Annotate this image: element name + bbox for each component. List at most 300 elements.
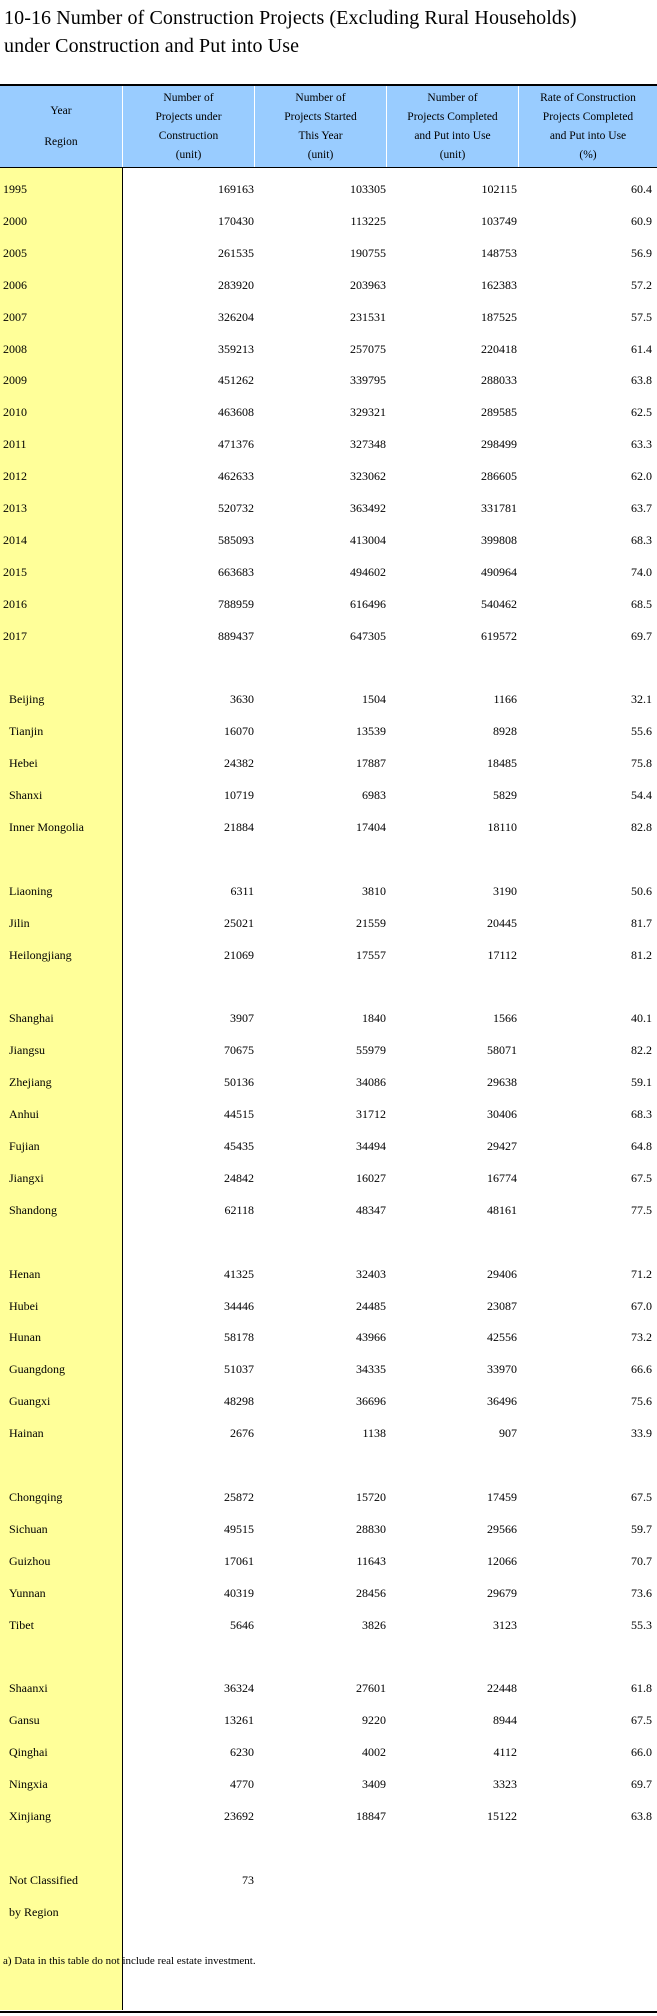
cell-completed: 286605 bbox=[481, 469, 517, 484]
table-row bbox=[0, 333, 657, 364]
table-row bbox=[0, 1704, 657, 1735]
cell-rate: 56.9 bbox=[631, 245, 652, 260]
cell-completed: 5829 bbox=[493, 788, 517, 803]
cell-under-construction: 10719 bbox=[224, 788, 254, 803]
cell-rate: 63.3 bbox=[631, 437, 652, 452]
cell-under-construction: 62118 bbox=[224, 1202, 254, 1217]
cell-under-construction: 21069 bbox=[224, 947, 254, 962]
header-text: Number of bbox=[427, 92, 478, 104]
table-row bbox=[0, 1321, 657, 1352]
table-row bbox=[0, 1417, 657, 1448]
cell-under-construction: 70675 bbox=[224, 1043, 254, 1058]
cell-under-construction: 49515 bbox=[224, 1521, 254, 1536]
cell-completed: 12066 bbox=[487, 1553, 517, 1568]
cell-completed: 1166 bbox=[493, 692, 517, 707]
table-row bbox=[0, 620, 657, 651]
row-label: Qinghai bbox=[9, 1745, 48, 1760]
header-text: Projects Completed bbox=[407, 111, 498, 123]
row-label: 2010 bbox=[3, 405, 27, 420]
cell-rate: 60.9 bbox=[631, 213, 652, 228]
table-row bbox=[0, 237, 657, 268]
cell-rate: 50.6 bbox=[631, 883, 652, 898]
cell-rate: 81.7 bbox=[631, 915, 652, 930]
table-row bbox=[0, 715, 657, 746]
cell-started: 103305 bbox=[350, 182, 386, 196]
cell-started: 31712 bbox=[356, 1107, 386, 1122]
cell-under-construction: 34446 bbox=[224, 1298, 254, 1313]
table-row bbox=[0, 1609, 657, 1640]
cell-started: 15720 bbox=[356, 1489, 386, 1504]
cell-under-construction: 283920 bbox=[218, 277, 254, 292]
table-row bbox=[0, 1864, 657, 1895]
cell-rate: 64.8 bbox=[631, 1139, 652, 1153]
table-row bbox=[0, 1130, 657, 1161]
table-row bbox=[0, 588, 657, 619]
cell-rate: 82.2 bbox=[631, 1043, 652, 1058]
cell-started: 17404 bbox=[356, 820, 386, 834]
cell-started: 18847 bbox=[356, 1808, 386, 1823]
table-row bbox=[0, 1162, 657, 1193]
row-label: Yunnan bbox=[9, 1585, 46, 1600]
cell-under-construction: 24382 bbox=[224, 756, 254, 771]
cell-rate: 67.5 bbox=[631, 1170, 652, 1185]
table-bottom-rule bbox=[0, 2011, 657, 2013]
table-row bbox=[0, 1385, 657, 1416]
table-row bbox=[0, 811, 657, 842]
header-text: Projects Started bbox=[284, 111, 357, 123]
row-label: Jiangxi bbox=[9, 1170, 44, 1185]
cell-completed: 288033 bbox=[481, 373, 517, 388]
cell-completed: 103749 bbox=[481, 213, 517, 228]
cell-completed: 490964 bbox=[481, 564, 517, 579]
cell-started: 494602 bbox=[350, 564, 386, 579]
cell-under-construction: 73 bbox=[242, 1872, 254, 1887]
cell-completed: 17112 bbox=[487, 947, 517, 962]
header-text: (unit) bbox=[175, 149, 202, 161]
cell-started: 16027 bbox=[356, 1170, 386, 1185]
cell-completed: 42556 bbox=[487, 1330, 517, 1345]
header-year-region bbox=[0, 86, 122, 167]
row-label: by Region bbox=[9, 1904, 59, 1919]
row-label: Zhejiang bbox=[9, 1075, 52, 1090]
table-row bbox=[0, 1896, 657, 1927]
row-label: 2008 bbox=[3, 341, 27, 356]
cell-under-construction: 889437 bbox=[218, 628, 254, 643]
header-text: (unit) bbox=[307, 149, 334, 161]
table-row bbox=[0, 524, 657, 555]
table-row bbox=[0, 492, 657, 523]
cell-rate: 69.7 bbox=[631, 1777, 652, 1791]
row-label: Hebei bbox=[9, 756, 38, 771]
row-label: Anhui bbox=[9, 1107, 39, 1122]
row-label: Not Classified bbox=[9, 1872, 78, 1887]
cell-started: 413004 bbox=[350, 532, 386, 547]
cell-started: 21559 bbox=[356, 915, 386, 930]
cell-under-construction: 16070 bbox=[224, 724, 254, 739]
row-label: Hunan bbox=[9, 1330, 41, 1345]
cell-under-construction: 5646 bbox=[230, 1617, 254, 1632]
cell-completed: 3123 bbox=[493, 1617, 517, 1632]
row-label: Shandong bbox=[9, 1202, 57, 1217]
table-row bbox=[0, 1513, 657, 1544]
cell-rate: 61.8 bbox=[631, 1681, 652, 1696]
cell-started: 6983 bbox=[362, 788, 386, 803]
cell-rate: 32.1 bbox=[631, 692, 652, 707]
cell-started: 647305 bbox=[350, 628, 386, 643]
cell-started: 9220 bbox=[362, 1713, 386, 1728]
cell-rate: 57.2 bbox=[631, 277, 652, 292]
table-row bbox=[0, 1481, 657, 1512]
cell-under-construction: 2676 bbox=[230, 1426, 254, 1441]
cell-started: 203963 bbox=[350, 277, 386, 292]
row-label: Hubei bbox=[9, 1298, 39, 1313]
table-row bbox=[0, 1800, 657, 1831]
row-label: Henan bbox=[9, 1266, 41, 1281]
cell-under-construction: 13261 bbox=[224, 1713, 254, 1728]
cell-rate: 59.1 bbox=[631, 1075, 652, 1090]
cell-started: 113225 bbox=[350, 213, 386, 228]
cell-under-construction: 51037 bbox=[224, 1362, 254, 1377]
header-text: (%) bbox=[579, 149, 597, 161]
row-label: 2013 bbox=[3, 501, 27, 515]
header-text: and Put into Use bbox=[549, 130, 627, 142]
cell-rate: 33.9 bbox=[631, 1426, 652, 1441]
cell-started: 1138 bbox=[362, 1426, 386, 1441]
cell-under-construction: 520732 bbox=[218, 501, 254, 515]
row-label: Sichuan bbox=[9, 1521, 48, 1536]
cell-under-construction: 25872 bbox=[224, 1489, 254, 1504]
table-row bbox=[0, 1577, 657, 1608]
table-row bbox=[0, 1034, 657, 1065]
cell-rate: 68.3 bbox=[631, 532, 652, 547]
row-label: Jilin bbox=[9, 915, 30, 930]
row-label: Liaoning bbox=[9, 883, 53, 898]
row-label: 2006 bbox=[3, 277, 27, 292]
cell-completed: 148753 bbox=[481, 245, 517, 260]
cell-completed: 1566 bbox=[493, 1011, 517, 1026]
table-row bbox=[0, 939, 657, 970]
cell-started: 43966 bbox=[356, 1330, 386, 1345]
table-row bbox=[0, 173, 657, 204]
table-row bbox=[0, 1066, 657, 1097]
table-row bbox=[0, 1290, 657, 1321]
cell-completed: 58071 bbox=[487, 1043, 517, 1058]
cell-started: 17557 bbox=[356, 947, 386, 962]
row-label: Shanxi bbox=[9, 788, 43, 803]
cell-completed: 18110 bbox=[487, 820, 517, 834]
header-text: Rate of Construction bbox=[540, 92, 636, 104]
row-label: Hainan bbox=[9, 1426, 44, 1441]
table-header bbox=[0, 84, 657, 168]
cell-under-construction: 17061 bbox=[224, 1553, 254, 1568]
cell-started: 1504 bbox=[362, 692, 386, 707]
cell-started: 257075 bbox=[350, 341, 386, 356]
table-row bbox=[0, 907, 657, 938]
cell-started: 231531 bbox=[350, 309, 386, 324]
table-row bbox=[0, 269, 657, 300]
row-label: Chongqing bbox=[9, 1489, 63, 1504]
cell-rate: 73.6 bbox=[631, 1585, 652, 1600]
cell-rate: 74.0 bbox=[631, 564, 652, 579]
cell-rate: 75.8 bbox=[631, 756, 652, 771]
table-row bbox=[0, 1258, 657, 1289]
cell-started: 4002 bbox=[362, 1745, 386, 1760]
cell-completed: 48161 bbox=[487, 1202, 517, 1217]
row-label: Beijing bbox=[9, 692, 45, 707]
cell-under-construction: 451262 bbox=[218, 373, 254, 388]
cell-completed: 540462 bbox=[481, 596, 517, 611]
cell-under-construction: 48298 bbox=[224, 1394, 254, 1409]
row-label: 2005 bbox=[3, 245, 27, 260]
cell-rate: 81.2 bbox=[631, 947, 652, 962]
cell-under-construction: 24842 bbox=[224, 1170, 254, 1185]
cell-completed: 29406 bbox=[487, 1266, 517, 1281]
cell-under-construction: 40319 bbox=[224, 1585, 254, 1600]
table-row bbox=[0, 1353, 657, 1384]
table-row bbox=[0, 747, 657, 778]
cell-rate: 62.5 bbox=[631, 405, 652, 420]
cell-under-construction: 463608 bbox=[218, 405, 254, 420]
cell-started: 34086 bbox=[356, 1075, 386, 1090]
header-text: This Year bbox=[298, 130, 343, 142]
cell-started: 27601 bbox=[356, 1681, 386, 1696]
cell-started: 34494 bbox=[356, 1139, 386, 1153]
cell-completed: 29638 bbox=[487, 1075, 517, 1090]
cell-started: 11643 bbox=[356, 1553, 386, 1568]
cell-under-construction: 50136 bbox=[224, 1075, 254, 1090]
cell-rate: 55.3 bbox=[631, 1617, 652, 1632]
row-label: Inner Mongolia bbox=[9, 820, 84, 834]
cell-started: 3826 bbox=[362, 1617, 386, 1632]
header-text: (unit) bbox=[439, 149, 466, 161]
row-label: 2007 bbox=[3, 309, 27, 324]
cell-rate: 55.6 bbox=[631, 724, 652, 739]
cell-started: 48347 bbox=[356, 1202, 386, 1217]
table-row bbox=[0, 1545, 657, 1576]
row-label: Guizhou bbox=[9, 1553, 51, 1568]
cell-rate: 67.5 bbox=[631, 1489, 652, 1504]
table-row bbox=[0, 1672, 657, 1703]
cell-started: 329321 bbox=[350, 405, 386, 420]
cell-rate: 66.6 bbox=[631, 1362, 652, 1377]
cell-started: 1840 bbox=[362, 1011, 386, 1026]
cell-rate: 68.5 bbox=[631, 596, 652, 611]
cell-rate: 40.1 bbox=[631, 1011, 652, 1026]
cell-under-construction: 3630 bbox=[230, 692, 254, 707]
cell-started: 323062 bbox=[350, 469, 386, 484]
row-label: Jiangsu bbox=[9, 1043, 45, 1058]
row-label: Guangxi bbox=[9, 1394, 51, 1409]
header-text: Construction bbox=[158, 130, 219, 142]
row-label: 2014 bbox=[3, 532, 27, 547]
cell-completed: 23087 bbox=[487, 1298, 517, 1313]
row-label: Gansu bbox=[9, 1713, 40, 1728]
cell-started: 32403 bbox=[356, 1266, 386, 1281]
row-label: Heilongjiang bbox=[9, 947, 72, 962]
header-started bbox=[255, 86, 386, 167]
cell-completed: 17459 bbox=[487, 1489, 517, 1504]
cell-completed: 8944 bbox=[493, 1713, 517, 1728]
cell-started: 28830 bbox=[356, 1521, 386, 1536]
table-row bbox=[0, 683, 657, 714]
cell-started: 36696 bbox=[356, 1394, 386, 1409]
cell-completed: 29427 bbox=[487, 1139, 517, 1153]
cell-completed: 18485 bbox=[487, 756, 517, 771]
cell-completed: 187525 bbox=[481, 309, 517, 324]
row-label: Ningxia bbox=[9, 1777, 48, 1791]
cell-under-construction: 44515 bbox=[224, 1107, 254, 1122]
row-label: 2012 bbox=[3, 469, 27, 484]
cell-started: 363492 bbox=[350, 501, 386, 515]
cell-completed: 29679 bbox=[487, 1585, 517, 1600]
cell-rate: 70.7 bbox=[631, 1553, 652, 1568]
header-rate bbox=[519, 86, 657, 167]
cell-rate: 63.8 bbox=[631, 373, 652, 388]
cell-completed: 331781 bbox=[481, 501, 517, 515]
cell-completed: 289585 bbox=[481, 405, 517, 420]
cell-started: 190755 bbox=[350, 245, 386, 260]
row-label: Shaanxi bbox=[9, 1681, 48, 1696]
header-text: Region bbox=[44, 136, 78, 149]
cell-completed: 220418 bbox=[481, 341, 517, 356]
cell-rate: 57.5 bbox=[631, 309, 652, 324]
table-row bbox=[0, 556, 657, 587]
cell-under-construction: 788959 bbox=[218, 596, 254, 611]
cell-under-construction: 170430 bbox=[218, 213, 254, 228]
row-label: Shanghai bbox=[9, 1011, 54, 1026]
table-row bbox=[0, 1768, 657, 1799]
table-row bbox=[0, 301, 657, 332]
cell-completed: 3323 bbox=[493, 1777, 517, 1791]
cell-started: 3810 bbox=[362, 883, 386, 898]
title-line-2: under Construction and Put into Use bbox=[4, 35, 300, 57]
row-label: Guangdong bbox=[9, 1362, 65, 1377]
cell-rate: 67.5 bbox=[631, 1713, 652, 1728]
row-label: 1995 bbox=[3, 182, 27, 196]
row-label: 2011 bbox=[3, 437, 27, 452]
cell-under-construction: 45435 bbox=[224, 1139, 254, 1153]
cell-started: 17887 bbox=[356, 756, 386, 771]
cell-rate: 63.8 bbox=[631, 1808, 652, 1823]
row-label: 2000 bbox=[3, 213, 27, 228]
cell-started: 339795 bbox=[350, 373, 386, 388]
row-label: 2017 bbox=[3, 628, 27, 643]
cell-under-construction: 41325 bbox=[224, 1266, 254, 1281]
cell-started: 34335 bbox=[356, 1362, 386, 1377]
header-text: Number of bbox=[163, 92, 214, 104]
cell-completed: 16774 bbox=[487, 1170, 517, 1185]
cell-rate: 69.7 bbox=[631, 628, 652, 643]
header-text: Year bbox=[50, 104, 72, 117]
cell-completed: 33970 bbox=[487, 1362, 517, 1377]
cell-under-construction: 359213 bbox=[218, 341, 254, 356]
cell-under-construction: 6230 bbox=[230, 1745, 254, 1760]
cell-rate: 63.7 bbox=[631, 501, 652, 515]
header-text: Number of bbox=[295, 92, 346, 104]
cell-rate: 54.4 bbox=[631, 788, 652, 803]
row-label: 2015 bbox=[3, 564, 27, 579]
cell-under-construction: 23692 bbox=[224, 1808, 254, 1823]
table-row bbox=[0, 779, 657, 810]
table-row bbox=[0, 1002, 657, 1033]
cell-rate: 60.4 bbox=[631, 182, 652, 196]
cell-under-construction: 6311 bbox=[230, 883, 254, 898]
cell-completed: 15122 bbox=[487, 1808, 517, 1823]
header-under-construction bbox=[123, 86, 254, 167]
cell-rate: 66.0 bbox=[631, 1745, 652, 1760]
cell-rate: 71.2 bbox=[631, 1266, 652, 1281]
row-label: Fujian bbox=[9, 1139, 40, 1153]
cell-completed: 30406 bbox=[487, 1107, 517, 1122]
cell-rate: 75.6 bbox=[631, 1394, 652, 1409]
cell-completed: 20445 bbox=[487, 915, 517, 930]
cell-rate: 59.7 bbox=[631, 1521, 652, 1536]
table-row bbox=[0, 396, 657, 427]
cell-completed: 162383 bbox=[481, 277, 517, 292]
cell-started: 13539 bbox=[356, 724, 386, 739]
cell-rate: 61.4 bbox=[631, 341, 652, 356]
table-row bbox=[0, 1736, 657, 1767]
cell-rate: 68.3 bbox=[631, 1107, 652, 1122]
header-text: Projects Completed bbox=[542, 111, 634, 123]
row-label: 2009 bbox=[3, 373, 27, 388]
row-label: 2016 bbox=[3, 596, 27, 611]
cell-rate: 62.0 bbox=[631, 469, 652, 484]
cell-completed: 36496 bbox=[487, 1394, 517, 1409]
cell-under-construction: 471376 bbox=[218, 437, 254, 452]
cell-rate: 67.0 bbox=[631, 1298, 652, 1313]
cell-completed: 8928 bbox=[493, 724, 517, 739]
footnote: a) Data in this table do not include real estate investment. bbox=[3, 1955, 256, 1967]
table-title bbox=[4, 4, 577, 60]
cell-started: 28456 bbox=[356, 1585, 386, 1600]
cell-under-construction: 3907 bbox=[230, 1011, 254, 1026]
cell-under-construction: 169163 bbox=[218, 182, 254, 196]
data-table bbox=[0, 84, 657, 2016]
cell-completed: 3190 bbox=[493, 883, 517, 898]
cell-completed: 298499 bbox=[481, 437, 517, 452]
table-row bbox=[0, 875, 657, 906]
cell-completed: 22448 bbox=[487, 1681, 517, 1696]
header-completed bbox=[387, 86, 518, 167]
cell-completed: 4112 bbox=[493, 1745, 517, 1760]
cell-under-construction: 326204 bbox=[218, 309, 254, 324]
table-row bbox=[0, 1098, 657, 1129]
cell-under-construction: 21884 bbox=[224, 820, 254, 834]
table-row bbox=[0, 460, 657, 491]
cell-under-construction: 4770 bbox=[230, 1777, 254, 1791]
cell-started: 616496 bbox=[350, 596, 386, 611]
row-label: Xinjiang bbox=[9, 1808, 51, 1823]
table-body bbox=[0, 168, 657, 2016]
cell-rate: 77.5 bbox=[631, 1202, 652, 1217]
cell-completed: 29566 bbox=[487, 1521, 517, 1536]
cell-under-construction: 585093 bbox=[218, 532, 254, 547]
cell-under-construction: 462633 bbox=[218, 469, 254, 484]
table-row bbox=[0, 1194, 657, 1225]
header-text: Projects under bbox=[155, 111, 222, 123]
cell-completed: 907 bbox=[499, 1426, 517, 1441]
cell-started: 327348 bbox=[350, 437, 386, 452]
cell-under-construction: 25021 bbox=[224, 915, 254, 930]
cell-started: 24485 bbox=[356, 1298, 386, 1313]
row-label: Tianjin bbox=[9, 724, 44, 739]
cell-started: 55979 bbox=[356, 1043, 386, 1058]
cell-completed: 399808 bbox=[481, 532, 517, 547]
cell-under-construction: 58178 bbox=[224, 1330, 254, 1345]
table-row bbox=[0, 205, 657, 236]
table-row bbox=[0, 364, 657, 395]
